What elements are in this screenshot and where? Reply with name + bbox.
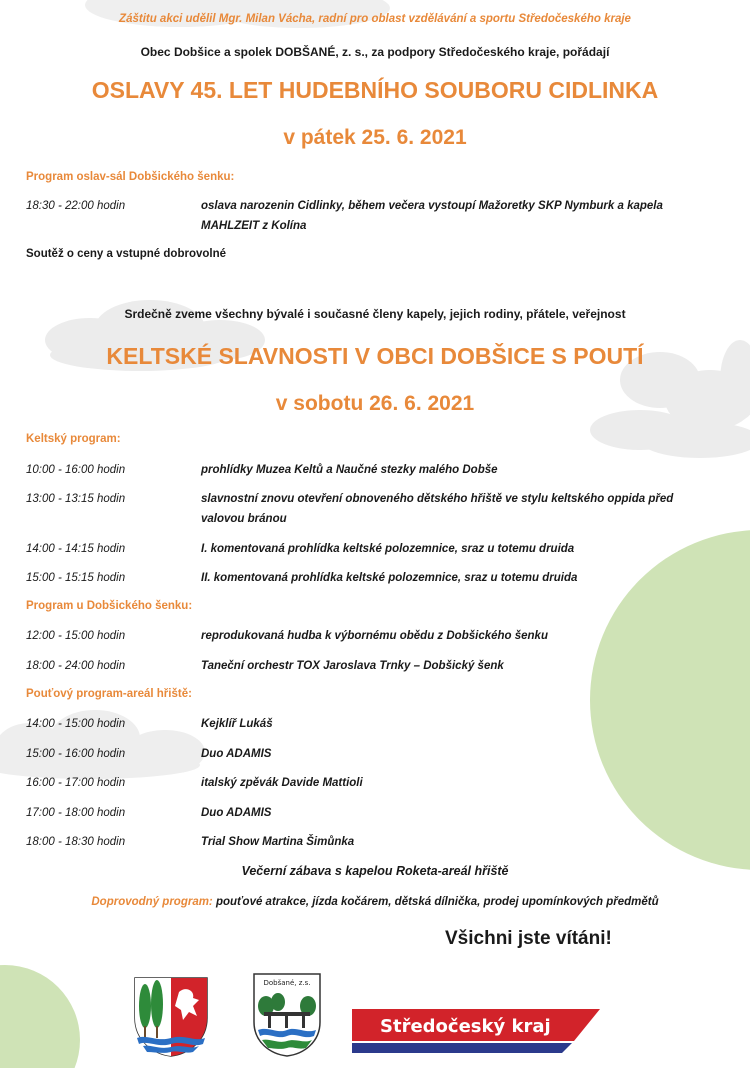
invitation-line: Srdečně zveme všechny bývalé i současné členy kapely, jejich rodiny, přátele, veřejnost (124, 307, 626, 321)
program-time: 15:00 - 15:15 hodin (26, 572, 126, 584)
section-celtic-label: Keltský program: (26, 433, 121, 445)
program-time: 14:00 - 14:15 hodin (26, 543, 126, 555)
program-desc: reprodukovaná hudba k výbornému obědu z Dobšického šenku (201, 630, 548, 642)
event1-title: OSLAVY 45. LET HUDEBNÍHO SOUBORU CIDLINKA (91, 77, 659, 103)
evening-entertainment: Večerní zábava s kapelou Roketa-areál hřiště (241, 864, 509, 878)
event2-date: v sobotu 26. 6. 2021 (275, 392, 475, 415)
green-circle-bottom-left (0, 965, 80, 1068)
accompanying-program (0, 896, 750, 908)
program-time: 12:00 - 15:00 hodin (26, 630, 126, 642)
program-row (26, 803, 726, 823)
program-row (26, 489, 726, 529)
kraj-logo-text: Středočeský kraj (380, 1016, 551, 1037)
dobsane-logo-label: Dobšané, z.s. (263, 979, 311, 987)
program-desc: Duo ADAMIS (201, 807, 272, 819)
program-time: 18:30 - 22:00 hodin (26, 200, 126, 212)
accompanying-text: pouťové atrakce, jízda kočárem, dětská dílnička, prodej upomínkových předmětů (212, 896, 659, 908)
program-desc: Duo ADAMIS (201, 748, 272, 760)
event2-title: KELTSKÉ SLAVNOSTI V OBCI DOBŠICE S POUTÍ (106, 343, 644, 369)
program-time: 10:00 - 16:00 hodin (26, 464, 126, 476)
program-desc: slavnostní znovu otevření obnoveného dětského hřiště ve stylu keltského oppida před valovou bránou (201, 493, 674, 525)
program-desc: oslava narozenin Cidlinky, během večera vystoupí Mažoretky SKP Nymburk a kapela MAHLZEIT z Kolína (201, 200, 663, 232)
program-row (26, 568, 726, 588)
program-row (26, 656, 726, 676)
accompanying-label: Doprovodný program: (91, 896, 213, 908)
program-time: 15:00 - 16:00 hodin (26, 748, 126, 760)
event1-section-label: Program oslav-sál Dobšického šenku: (26, 171, 235, 183)
program-time: 17:00 - 18:00 hodin (26, 807, 126, 819)
program-desc: prohlídky Muzea Keltů a Naučné stezky malého Dobše (201, 464, 498, 476)
welcome-message: Všichni jste vítáni! (445, 928, 612, 949)
event1-note: Soutěž o ceny a vstupné dobrovolné (26, 248, 227, 260)
program-time: 13:00 - 13:15 hodin (26, 493, 126, 505)
program-time: 14:00 - 15:00 hodin (26, 718, 126, 730)
patron-line: Záštitu akci udělil Mgr. Milan Vácha, radní pro oblast vzdělávání a sportu Středočeského kraje (119, 13, 631, 25)
program-desc: I. komentovaná prohlídka keltské polozemnice, sraz u totemu druida (201, 543, 575, 555)
section-fair-label: Pouťový program-areál hřiště: (26, 688, 192, 700)
program-time: 16:00 - 17:00 hodin (26, 777, 126, 789)
event1-date: v pátek 25. 6. 2021 (283, 126, 467, 149)
program-time: 18:00 - 24:00 hodin (26, 660, 126, 672)
section-tavern-label: Program u Dobšického šenku: (26, 600, 193, 612)
program-desc: italský zpěvák Davide Mattioli (201, 777, 363, 789)
program-row (26, 539, 726, 559)
program-desc: Kejklíř Lukáš (201, 718, 273, 730)
program-row (26, 773, 726, 793)
program-row (26, 714, 726, 734)
program-row (26, 832, 726, 852)
program-desc: II. komentovaná prohlídka keltské polozemnice, sraz u totemu druida (201, 572, 578, 584)
program-desc: Trial Show Martina Šimůnka (201, 836, 355, 848)
program-desc: Taneční orchestr TOX Jaroslava Trnky – Dobšický šenk (201, 660, 504, 672)
organizer-line: Obec Dobšice a spolek DOBŠANÉ, z. s., za podpory Středočeského kraje, pořádají (140, 45, 610, 59)
program-row (26, 626, 726, 646)
event1-program-row (26, 196, 726, 238)
program-row (26, 744, 726, 764)
stredocesky-kraj-logo (352, 1007, 602, 1055)
cloud-middle (45, 300, 750, 458)
dobsice-coat-of-arms-logo (133, 976, 209, 1058)
program-time: 18:00 - 18:30 hodin (26, 836, 126, 848)
program-row (26, 460, 726, 480)
dobsane-logo (252, 972, 322, 1058)
